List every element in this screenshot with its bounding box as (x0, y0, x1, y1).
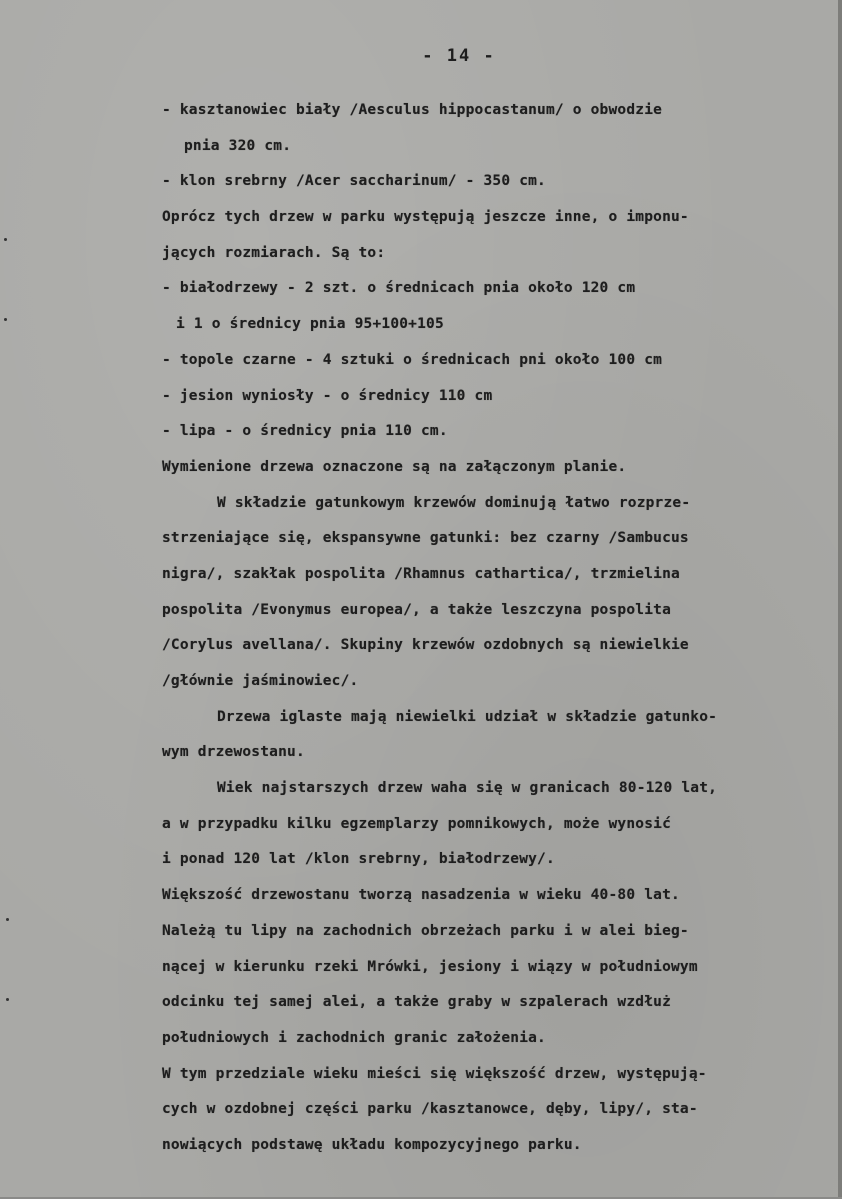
text-line: - jesion wyniosły - o średnicy 110 cm (162, 387, 493, 404)
text-line: wym drzewostanu. (162, 744, 305, 761)
margin-mark (4, 318, 7, 321)
text-line: nigra/, szakłak pospolita /Rhamnus cathartica/, trzmielina (162, 565, 680, 582)
text-line: nącej w kierunku rzeki Mrówki, jesiony i wiązy w południowym (162, 958, 698, 975)
text-line: pospolita /Evonymus europea/, a także leszczyna pospolita (162, 601, 671, 618)
document-body (162, 96, 822, 1167)
text-line: strzeniające się, ekspansywne gatunki: bez czarny /Sambucus (162, 530, 689, 547)
page-number: - 14 - (422, 46, 496, 66)
text-line: południowych i zachodnich granic założenia. (162, 1029, 546, 1046)
margin-mark (6, 918, 9, 921)
margin-mark (4, 238, 7, 241)
text-line: - kasztanowiec biały /Aesculus hippocastanum/ o obwodzie (162, 102, 663, 118)
text-line: Drzewa iglaste mają niewielki udział w składzie gatunko- (217, 708, 718, 725)
text-line: cych w ozdobnej części parku /kasztanowce, dęby, lipy/, sta- (162, 1101, 698, 1118)
text-line: - topole czarne - 4 sztuki o średnicach pni około 100 cm (162, 351, 663, 368)
text-line: /głównie jaśminowiec/. (162, 673, 359, 689)
text-line: i ponad 120 lat /klon srebrny, białodrzewy/. (162, 851, 555, 868)
margin-mark (6, 998, 9, 1001)
text-line: /Corylus avellana/. Skupiny krzewów ozdobnych są niewielkie (162, 637, 689, 654)
text-line: - klon srebrny /Acer saccharinum/ - 350 cm. (162, 173, 546, 190)
text-line: jących rozmiarach. Są to: (162, 244, 386, 261)
text-line: W składzie gatunkowym krzewów dominują łatwo rozprze- (217, 494, 691, 511)
text-line: i 1 o średnicy pnia 95+100+105 (176, 316, 444, 333)
text-line: - lipa - o średnicy pnia 110 cm. (162, 423, 448, 440)
text-line: W tym przedziale wieku mieści się większość drzew, występują- (162, 1065, 707, 1082)
text-line: - białodrzewy - 2 szt. o średnicach pnia około 120 cm (162, 280, 636, 297)
text-line: nowiących podstawę układu kompozycyjnego parku. (162, 1136, 582, 1153)
text-line: Należą tu lipy na zachodnich obrzeżach parku i w alei bieg- (162, 922, 689, 939)
text-line: odcinku tej samej alei, a także graby w szpalerach wzdłuż (162, 994, 671, 1011)
text-line: Większość drzewostanu tworzą nasadzenia w wieku 40-80 lat. (162, 887, 680, 904)
text-line: Wiek najstarszych drzew waha się w granicach 80-120 lat, (217, 780, 718, 797)
text-line: Oprócz tych drzew w parku występują jeszcze inne, o imponu- (162, 209, 689, 226)
text-line: a w przypadku kilku egzemplarzy pomnikowych, może wynosić (162, 815, 671, 832)
text-line: Wymienione drzewa oznaczone są na załączonym planie. (162, 458, 627, 475)
text-line: pnia 320 cm. (184, 137, 292, 154)
